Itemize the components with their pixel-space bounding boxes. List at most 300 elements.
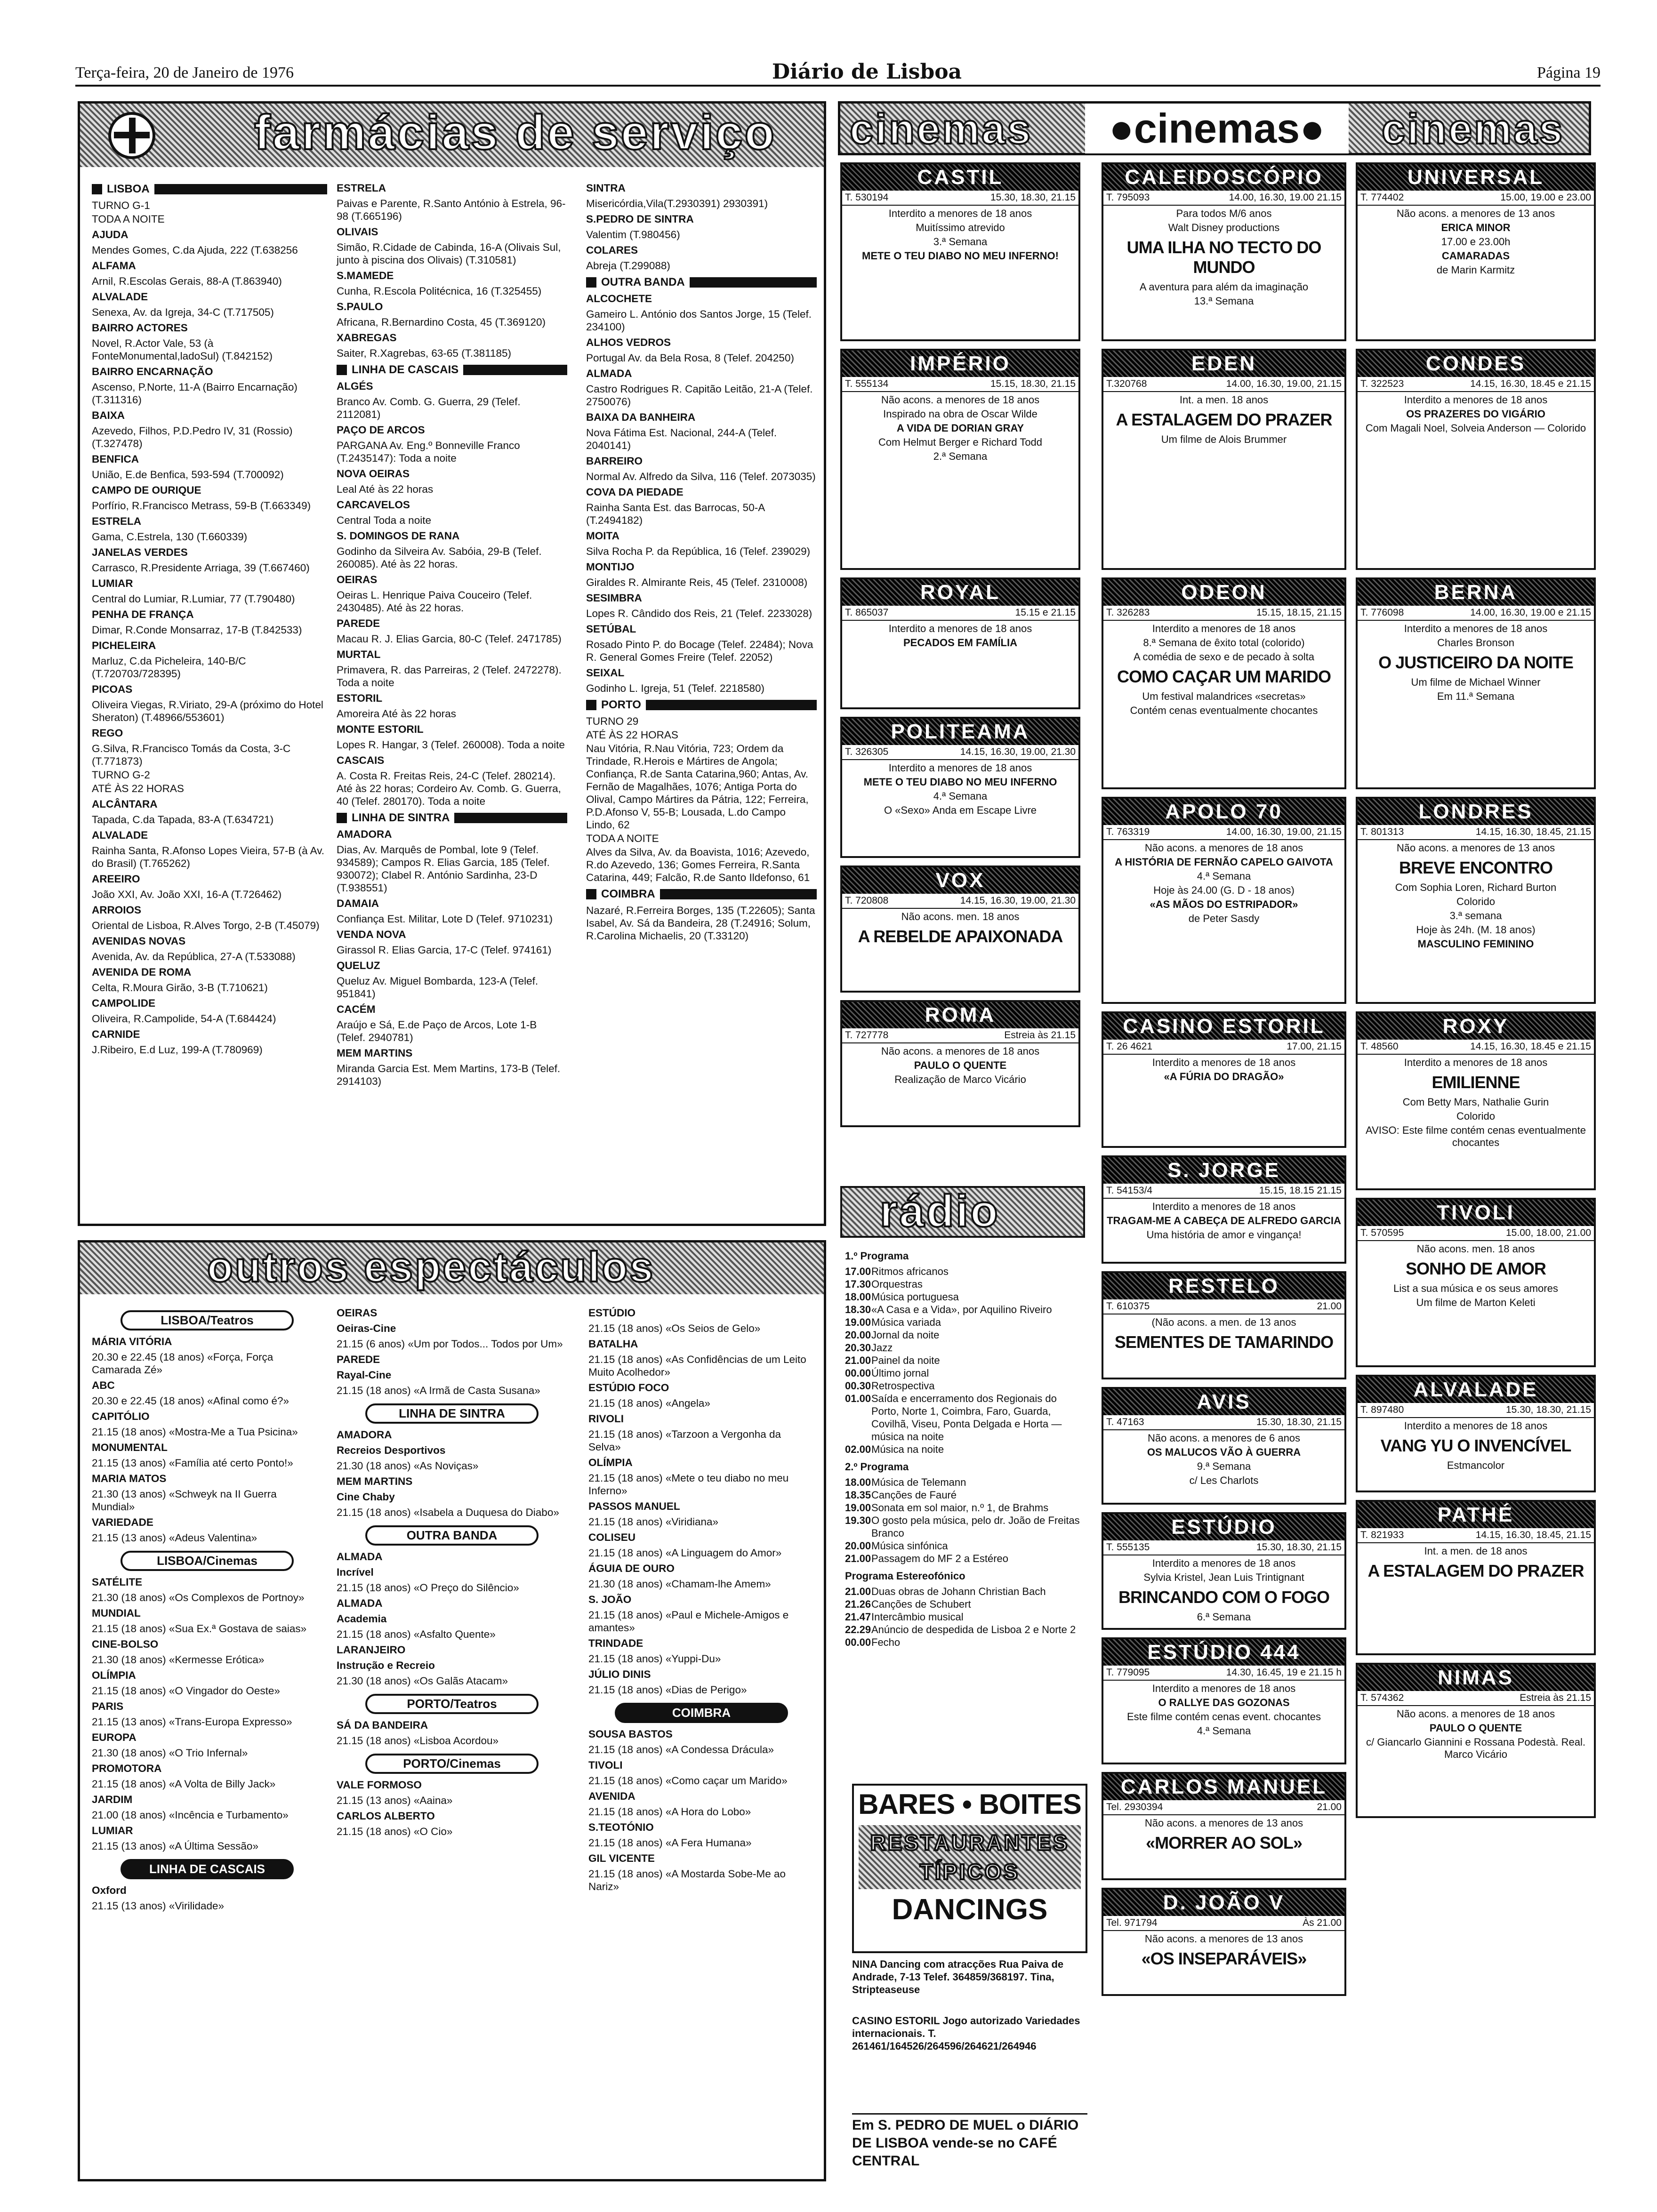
cinema-name: ROMA [842,1002,1078,1028]
entry-text: Tapada, C.da Tapada, 83-A (T.634721) [92,814,274,825]
cinema-phone: T. 774402 [1360,192,1404,203]
entry-text: 21.30 (18 anos) «Chamam-lhe Amem» [588,1578,771,1590]
outros-col-1 [92,1304,322,1913]
entry-heading: S.MAMEDE [337,270,394,281]
radio-time: 20.00 [845,1329,871,1341]
cinema-line: Não acons. a menores de 13 anos [1144,1933,1303,1945]
cinema-film-title: SEMENTES DE TAMARINDO [1114,1332,1334,1352]
entry-text: 21.15 (18 anos) «Asfalto Quente» [337,1628,496,1640]
cinema-line: Com Sophia Loren, Richard Burton [1395,882,1557,893]
entry-heading: VENDA NOVA [337,929,406,940]
cinema-listing [1102,349,1346,570]
cinema-name: NIMAS [1358,1665,1594,1691]
bar-block [463,365,567,375]
entry-text: 20.30 e 22.45 (18 anos) «Força, Força Camarada Zé» [92,1351,273,1376]
entry-text: Alves da Silva, Av. da Boavista, 1016; Azevedo, R.do Azevedo, 136; Gomes Ferreira, R.Santa Catarina, 449; Falcão, R.de Santo Ildefonso, 61 [586,846,810,883]
radio-row [845,1552,1085,1565]
entry-heading: ALFAMA [92,260,136,272]
cinema-listing [840,349,1080,570]
cinema-line: «AS MÃOS DO ESTRIPADOR» [1150,898,1298,910]
entry-text: 21.15 (13 anos) «Virilidade» [92,1900,225,1912]
cinema-line: METE O TEU DIABO NO MEU INFERNO [863,776,1057,788]
entry-heading: ALMADA [586,368,632,379]
region-bar-label: PORTO [601,698,641,711]
cinema-line: Realização de Marco Vicário [894,1074,1026,1085]
entry-heading: CAMPO DE OURIQUE [92,484,201,496]
entry-text: Rosado Pinto P. do Bocage (Telef. 22484); Nova R. General Gomes Freire (Telef. 22052) [586,639,813,663]
cinema-film-title: «MORRER AO SOL» [1146,1833,1302,1852]
cinema-listing [840,866,1080,993]
entry-text: Oriental de Lisboa, R.Alves Torgo, 2-B (T.45079) [92,920,320,931]
entry-text: Mendes Gomes, C.da Ajuda, 222 (T.638256 [92,244,298,256]
cinema-phone: T. 26 4621 [1106,1041,1153,1052]
region-bar-label: LISBOA [107,183,150,195]
bares-footer: Em S. PEDRO DE MUEL o DIÁRIO DE LISBOA vende-se no CAFÉ CENTRAL [852,2113,1087,2170]
cinema-times: 14.15, 16.30, 19.00, 21.30 [960,895,1076,906]
radio-time: 01.00 [845,1393,871,1404]
cinema-line: METE O TEU DIABO NO MEU INFERNO! [862,250,1059,262]
cinema-line: Não acons. a menores de 18 anos [881,394,1040,406]
entry-text: Lopes R. Cândido dos Reis, 21 (Telef. 2233028) [586,608,812,619]
cross-logo [108,112,155,159]
radio-row [845,1303,1085,1316]
entry-heading: RIVOLI [588,1413,624,1425]
cinema-name: D. JOÃO V [1103,1890,1344,1916]
cinema-phone-times [1358,1691,1594,1706]
cinema-film-title: EMILIENNE [1432,1073,1520,1092]
entry-heading: MÁRIA VITÓRIA [92,1336,172,1347]
cinema-phone: T. 727778 [845,1030,889,1041]
entry-heading: Cine Chaby [337,1491,395,1503]
bares-sub2: DANCINGS [892,1893,1048,1926]
cinema-phone-times [1103,1666,1344,1681]
entry-text: Queluz Av. Miguel Bombarda, 123-A (Telef. 951841) [337,975,539,1000]
entry-text: Celta, R.Moura Girão, 3-B (T.710621) [92,982,268,994]
entry-text: 21.15 (18 anos) «Angela» [588,1397,710,1409]
cinema-name: APOLO 70 [1103,799,1344,825]
entry-heading: S. DOMINGOS DE RANA [337,530,460,542]
cinema-times: 14.30, 16.45, 19 e 21.15 h [1226,1667,1342,1678]
entry-text: Avenida, Av. da República, 27-A (T.533088) [92,951,296,962]
entry-text: Gama, C.Estrela, 130 (T.660339) [92,531,248,543]
cinema-line: Interdito a menores de 18 anos [1404,394,1548,406]
cinema-phone-times [1358,377,1594,392]
section-pill: COIMBRA [615,1703,788,1723]
entry-heading: REGO [92,727,123,739]
cinema-phone-times [842,1028,1078,1043]
cinema-line: MASCULINO FEMININO [1417,938,1534,950]
cinema-phone: T. 47163 [1106,1417,1144,1427]
radio-show: «A Casa e a Vida», por Aquilino Riveiro [871,1304,1052,1315]
entry-heading: EUROPA [92,1731,137,1743]
cinema-name: LONDRES [1358,799,1594,825]
radio-row [845,1611,1085,1623]
region-bar [586,698,817,711]
cinema-line: OS PRAZERES DO VIGÁRIO [1406,408,1545,420]
cinema-line: TRAGAM-ME A CABEÇA DE ALFREDO GARCIA [1107,1215,1341,1226]
entry-text: Porfírio, R.Francisco Metrass, 59-B (T.663349) [92,500,311,512]
radio-show: Fecho [871,1636,901,1648]
entry-heading: AVENIDAS NOVAS [92,935,186,947]
entry-text: Central do Lumiar, R.Lumiar, 77 (T.790480) [92,593,295,605]
radio-show: Canções de Schubert [871,1598,971,1610]
cinema-line: Muitíssimo atrevido [916,222,1005,233]
radio-time: 00.00 [845,1636,871,1648]
entry-text: Normal Av. Alfredo da Silva, 116 (Telef. 2073035) [586,471,816,482]
cinema-times: 14.15, 16.30, 18.45, 21.15 [1475,1530,1591,1540]
entry-text: G.Silva, R.Francisco Tomás da Costa, 3-C (T.771873) [92,743,291,767]
bares-title: BARES • BOITES [858,1788,1081,1820]
cinema-phone: T. 54153/4 [1106,1185,1153,1196]
bar-block [337,813,347,823]
cinema-phone-times [1358,1226,1594,1241]
entry-heading: ALCOCHETE [586,293,652,305]
cinemas-title-left: cinemas [850,106,1033,153]
cinema-film-title: O JUSTICEIRO DA NOITE [1378,653,1573,672]
radio-row [845,1290,1085,1303]
radio-row [845,1623,1085,1636]
cinema-name: BERNA [1358,579,1594,606]
entry-text: Central Toda a noite [337,514,431,526]
cinema-name: ESTÚDIO 444 [1103,1639,1344,1666]
cinema-listing [840,577,1080,709]
cinema-listing [1102,1387,1346,1505]
cinema-name: S. JORGE [1103,1157,1344,1184]
cinema-film-title: A REBELDE APAIXONADA [858,927,1063,946]
entry-text: Araújo e Sá, E.de Paço de Arcos, Lote 1-B (Telef. 2940781) [337,1019,537,1043]
radio-time: 20.30 [845,1342,871,1354]
bar-block [690,277,817,288]
entry-text: Carrasco, R.Presidente Arriaga, 39 (T.667460) [92,562,310,574]
cinema-line: Interdito a menores de 18 anos [1152,1683,1296,1694]
running-head [75,56,1601,87]
cinema-line: (Não acons. a men. de 13 anos [1151,1316,1296,1328]
cinema-line: Interdito a menores de 18 anos [1152,1201,1296,1212]
entry-heading: PAÇO DE ARCOS [337,424,425,436]
entry-heading: LUMIAR [92,577,133,589]
entry-heading: NOVA OEIRAS [337,468,410,480]
region-bar-label: OUTRA BANDA [601,276,685,289]
radio-banner [840,1186,1085,1238]
entry-text: 21.15 (18 anos) «Mostra-Me a Tua Psicina» [92,1426,298,1438]
entry-text: 21.30 (18 anos) «Os Galãs Atacam» [337,1675,508,1687]
cinema-line: Interdito a menores de 18 anos [1152,1557,1296,1569]
cinema-listing [1102,1772,1346,1880]
cinema-phone: T. 555134 [845,378,889,389]
radio-show: Anúncio de despedida de Lisboa 2 e Norte 2 [871,1624,1076,1635]
radio-show: Intercâmbio musical [871,1611,964,1623]
cinema-times: Às 21.00 [1303,1917,1342,1928]
cinema-line: Um festival malandrices «secretas» [1142,690,1306,702]
cinemas-col-1 [840,162,1080,1179]
cinemas-banner [838,101,1591,155]
entry-text: 21.15 (13 anos) «Adeus Valentina» [92,1532,257,1544]
entry-text: 21.15 (18 anos) «O Cio» [337,1826,453,1837]
entry-text: Abreja (T.299088) [586,260,670,272]
cinema-times: 14.00, 16.30, 19.00 21.15 [1229,192,1342,203]
cinema-listing [840,162,1080,341]
entry-text: Paivas e Parente, R.Santo António à Estrela, 96-98 (T.665196) [337,198,566,222]
entry-text: Silva Rocha P. da República, 16 (Telef. 239029) [586,545,811,557]
outros-title: outros espectáculos [207,1244,655,1291]
entry-text: 21.15 (18 anos) «Isabela a Duquesa do Diabo» [337,1507,559,1518]
entry-heading: BENFICA [92,453,139,465]
cinema-listing [1102,1888,1346,1996]
entry-heading: Academia [337,1613,387,1625]
region-bar [92,183,327,195]
entry-text: TODA A NOITE [586,833,659,844]
entry-text: TURNO 29 [586,715,639,727]
entry-heading: SETÚBAL [586,623,636,635]
radio-row [845,1539,1085,1552]
entry-text: 21.15 (18 anos) «Dias de Perigo» [588,1684,747,1696]
entry-text: Misericórdia,Vila(T.2930391) 2930391) [586,198,768,209]
entry-heading: COLISEU [588,1531,636,1543]
cinema-phone: T. 322523 [1360,378,1404,389]
radio-show: Música de Telemann [871,1476,966,1488]
cinema-name: ROYAL [842,579,1078,606]
radio-show: Saída e encerramento dos Regionais do Porto, Norte 1, Coimbra, Faro, Guarda, Covilhã, Viseu, Ponta Delgada e Horta — música na noite [871,1393,1062,1443]
radio-show: Duas obras de Johann Christian Bach [871,1586,1046,1597]
entry-heading: ALMADA [337,1597,383,1609]
entry-heading: COVA DA PIEDADE [586,486,684,498]
entry-heading: MONTIJO [586,561,635,573]
radio-row [845,1367,1085,1379]
cinema-phone: T. 897480 [1360,1404,1404,1415]
entry-heading: MARIA MATOS [92,1473,167,1484]
cinema-line: Estmancolor [1447,1459,1505,1471]
entry-text: 21.30 (18 anos) «As Noviças» [337,1460,479,1472]
entry-heading: AVENIDA DE ROMA [92,966,192,978]
farmacias-col-1 [92,179,327,1057]
entry-text: Arnil, R.Escolas Gerais, 88-A (T.863940) [92,275,282,287]
page-number: Página 19 [1536,64,1601,81]
cinema-phone: T.320768 [1106,378,1147,389]
entry-text: TODA A NOITE [92,213,165,225]
entry-heading: TRINDADE [588,1637,643,1649]
cinemas-title-right: cinemas [1382,106,1565,153]
entry-text: 21.15 (13 anos) «Família até certo Ponto!» [92,1457,293,1469]
entry-heading: ESTÚDIO FOCO [588,1382,669,1394]
entry-text: PARGANA Av. Eng.º Bonneville Franco (T.2435147): Toda a noite [337,440,520,464]
cinema-name: POLITEAMA [842,719,1078,745]
entry-text: ATÉ ÀS 22 HORAS [586,729,678,741]
farmacias-banner [80,104,824,167]
entry-text: 21.15 (18 anos) «Mete o teu diabo no meu Inferno» [588,1472,789,1497]
cinema-line: Interdito a menores de 18 anos [888,762,1032,774]
cinema-name: ODEON [1103,579,1344,606]
entry-text: Rainha Santa Est. das Barrocas, 50-A (T.2494182) [586,502,764,526]
entry-heading: S.PEDRO DE SINTRA [586,213,694,225]
bares-casino: CASINO ESTORIL Jogo autorizado Variedades internacionais. T. 261461/164526/264596/264621/264946 [852,2015,1080,2052]
radio-show: Retrospectiva [871,1380,935,1392]
entry-heading: JARDIM [92,1794,133,1805]
entry-text: Castro Rodrigues R. Capitão Leitão, 21-A (Telef. 2750076) [586,383,813,408]
cinema-line: Interdito a menores de 18 anos [1404,1420,1548,1432]
entry-heading: CACÉM [337,1003,376,1015]
cinema-phone-times [1358,606,1594,621]
entry-text: Oliveira Viegas, R.Viriato, 29-A (próximo do Hotel Sheraton) (T.48966/553601) [92,699,323,723]
entry-heading: JANELAS VERDES [92,546,188,558]
entry-heading: S. JOÃO [588,1594,632,1605]
entry-heading: CINE-BOLSO [92,1638,159,1650]
region-bar [337,363,567,376]
cinema-times: 15.15, 18.15, 21.15 [1256,607,1342,618]
radio-row [845,1316,1085,1329]
cinema-name: ROXY [1358,1013,1594,1040]
radio-time: 21.47 [845,1611,871,1623]
radio-row [845,1329,1085,1341]
cinema-phone-times [1103,606,1344,621]
cinema-line: Walt Disney productions [1168,222,1280,233]
entry-text: 21.15 (18 anos) «Como caçar um Marido» [588,1775,788,1787]
cinema-film-title: A ESTALAGEM DO PRAZER [1116,410,1332,429]
region-bar [586,276,817,289]
cinema-listing [1356,1500,1596,1655]
entry-heading: PAREDE [337,1354,380,1365]
entry-text: União, E.de Benfica, 593-594 (T.700092) [92,469,284,481]
bar-block [586,889,596,899]
cinema-phone-times [842,377,1078,392]
bares-ad [852,1784,1087,1953]
cinema-phone: T. 865037 [845,607,889,618]
cinema-line: Não acons. men. 18 anos [1416,1243,1535,1255]
cinema-phone: T. 574362 [1360,1692,1404,1703]
cinema-times: Estreia às 21.15 [1520,1692,1591,1703]
entry-text: 21.15 (18 anos) «A Condessa Drácula» [588,1744,774,1755]
radio-row [845,1265,1085,1278]
entry-heading: OEIRAS [337,574,378,585]
cinema-times: 14.15, 16.30, 18.45 e 21.15 [1470,1041,1591,1052]
cinema-name: ALVALADE [1358,1377,1594,1403]
cinema-line: Hoje às 24h. (M. 18 anos) [1416,924,1536,936]
farmacias-panel [78,101,826,1226]
entry-heading: ALMADA [337,1551,383,1563]
cinema-name: EDEN [1103,351,1344,377]
entry-text: J.Ribeiro, E.d Luz, 199-A (T.780969) [92,1044,263,1056]
entry-text: A. Costa R. Freitas Reis, 24-C (Telef. 280214). Até às 22 horas; Cordeiro Av. Comb. G. Guerra, 40 (Telef. 280170). Toda a noite [337,770,561,807]
radio-show: Passagem do MF 2 a Estéreo [871,1553,1009,1564]
radio-show: Orquestras [871,1278,923,1290]
radio-row [845,1598,1085,1611]
cinema-listing [840,717,1080,858]
cinema-line: Um filme de Michael Winner [1411,676,1541,688]
entry-heading: ESTÚDIO [588,1307,636,1319]
entry-heading: LUMIAR [92,1825,133,1836]
entry-text: Azevedo, Filhos, P.D.Pedro IV, 31 (Rossio) (T.327478) [92,425,293,449]
cinema-line: Int. a men. 18 anos [1179,394,1269,406]
entry-heading: MEM MARTINS [337,1475,413,1487]
entry-heading: ALGÉS [337,380,373,392]
entry-heading: MEM MARTINS [337,1047,413,1059]
entry-text: 21.15 (18 anos) «As Confidências de um Leito Muito Acolhedor» [588,1354,806,1378]
entry-heading: ABC [92,1379,115,1391]
radio-show: Painel da noite [871,1354,940,1366]
entry-text: Oeiras L. Henrique Paiva Couceiro (Telef. 2430485). Até às 22 horas. [337,589,532,614]
cinema-times: 14.15, 16.30, 19.00, 21.30 [960,746,1076,757]
entry-text: Godinho da Silveira Av. Sabóia, 29-B (Telef. 260085). Até às 22 horas. [337,545,542,570]
entry-text: Godinho L. Igreja, 51 (Telef. 2218580) [586,682,765,694]
entry-heading: ALHOS VEDROS [586,337,671,348]
cinema-line: Colorido [1456,1110,1495,1122]
radio-time: 19.00 [845,1316,871,1328]
radio-time: 18.00 [845,1291,871,1303]
entry-text: 21.30 (18 anos) «O Trio Infernal» [92,1747,248,1759]
radio-time: 17.30 [845,1278,871,1290]
cinema-listing [1102,1011,1346,1148]
cinema-phone-times [1103,825,1344,840]
cinema-line: Não acons. a menores de 18 anos [881,1045,1040,1057]
cinema-name: CONDES [1358,351,1594,377]
bar-block [646,700,817,710]
bar-block [586,277,596,288]
entry-heading: Rayal-Cine [337,1369,392,1381]
cinema-phone: T. 801313 [1360,826,1404,837]
cinema-listing [1102,1271,1346,1379]
cinema-times: 14.15, 16.30, 18.45, 21.15 [1475,826,1591,837]
entry-heading: OLÍMPIA [92,1669,136,1681]
entry-text: Macau R. J. Elias Garcia, 80-C (Telef. 2471785) [337,633,562,645]
region-bar-label: LINHA DE CASCAIS [352,363,459,376]
issue-date: Terça-feira, 20 de Janeiro de 1976 [75,64,294,81]
entry-text: Primavera, R. das Parreiras, 2 (Telef. 2472278). Toda a noite [337,664,562,689]
cinema-line: A HISTÓRIA DE FERNÃO CAPELO GAIVOTA [1115,856,1333,868]
cinema-line: Charles Bronson [1437,637,1514,649]
cinema-line: Não acons. a menores de 13 anos [1396,208,1555,219]
cinema-line: Interdito a menores de 18 anos [888,208,1032,219]
entry-text: Cunha, R.Escola Politécnica, 16 (T.325455) [337,285,542,297]
cinema-listing [1356,577,1596,789]
radio-row [845,1379,1085,1392]
entry-heading: PROMOTORA [92,1763,162,1774]
cinema-line: ERICA MINOR [1441,222,1511,233]
cinema-listing [840,1000,1080,1127]
radio-time: 21.00 [845,1586,871,1597]
radio-row [845,1489,1085,1501]
cinema-line: Não acons. a menores de 13 anos [1144,1817,1303,1829]
entry-text: Gameiro L. António dos Santos Jorge, 15 (Telef. 234100) [586,308,812,333]
cinema-name: CALEIDOSCÓPIO [1103,164,1344,191]
cinema-line: Para todos M/6 anos [1176,208,1272,219]
entry-text: 21.30 (18 anos) «Os Complexos de Portnoy» [92,1592,305,1603]
bar-block [154,184,327,194]
cinema-name: CARLOS MANUEL [1103,1774,1344,1800]
cinema-times: 15.30, 18.30, 21.15 [1256,1542,1342,1553]
entry-heading: Recreios Desportivos [337,1444,446,1456]
cinema-listing [1356,797,1596,1004]
entry-heading: Oeiras-Cine [337,1322,396,1334]
entry-text: 21.15 (6 anos) «Um por Todos... Todos por Um» [337,1338,563,1350]
cinema-phone: T. 776098 [1360,607,1404,618]
cinema-phone-times [1103,1540,1344,1555]
bar-block [660,889,817,899]
farmacias-col-2 [337,179,567,1089]
radio-show: Canções de Fauré [871,1489,957,1501]
cinema-phone: T. 610375 [1106,1301,1150,1312]
cinema-line: Em 11.ª Semana [1437,690,1515,702]
cinema-line: Não acons. men. 18 anos [901,911,1020,922]
entry-text: 21.30 (18 anos) «Kermesse Erótica» [92,1654,265,1666]
radio-row [845,1392,1085,1443]
cinema-listing [1102,1155,1346,1264]
cinema-line: Com Magali Noel, Solveia Anderson — Colorido [1365,422,1586,434]
cinema-line: Interdito a menores de 18 anos [1404,1057,1548,1068]
cinema-phone-times [1358,1528,1594,1543]
entry-heading: XABREGAS [337,332,397,344]
cinema-line: Um filme de Alois Brummer [1161,433,1287,445]
radio-row [845,1476,1085,1489]
cinema-line: de Marin Karmitz [1436,264,1515,276]
